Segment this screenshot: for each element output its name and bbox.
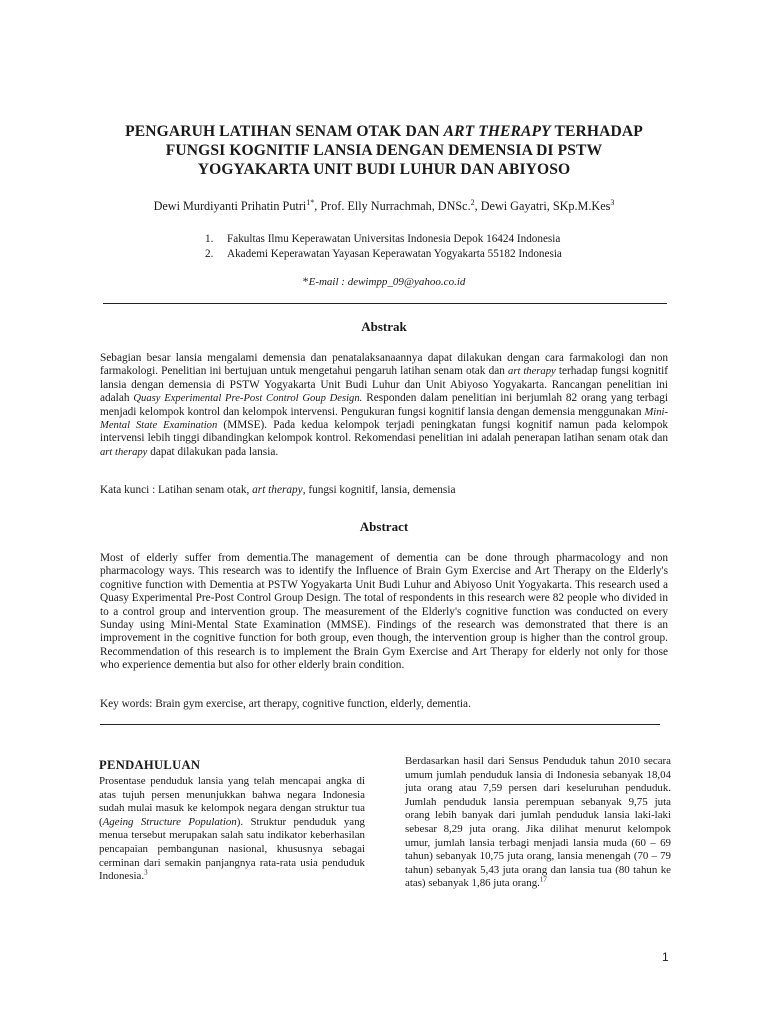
intro-right-column [405, 755, 671, 891]
affiliation-text: Akademi Keperawatan Yayasan Keperawatan Yogyakarta 55182 Indonesia [227, 248, 562, 260]
abstrak-text-2: terhadap fungsi kognitif lansia dengan demensia di PSTW Yogyakarta Unit Budi Luhur dan Unit Abiyoso Yogyakarta. Rancangan penelitian ini adalah [100, 365, 669, 405]
affiliation-item [205, 232, 562, 247]
abstrak-italic-4: art therapy [100, 446, 148, 458]
abstrak-italic-1: art therapy [508, 366, 556, 378]
author-list [80, 198, 688, 214]
intro-left-a: Prosentase penduduk lansia yang telah mencapai angka di atas tujuh persen menunjukkan bahwa negara Indonesia sudah mulai masuk ke kelompok negara dengan struktur tua ( [99, 775, 365, 828]
title-italic: ART THERAPY [443, 123, 551, 140]
abstrak-text-3: Responden dalam penelitian ini berjumlah 82 orang yang terbagi menjadi kelompok kontrol dan kelompok intervensi. Pengukuran fungsi kognitif lansia dengan demensia menggunakan [100, 392, 668, 418]
corresponding-email [0, 274, 768, 289]
author-affiliation-mark: 1* [306, 197, 315, 207]
abstrak-text-5: dapat dilakukan pada lansia. [147, 445, 279, 458]
affiliation-text: Fakultas Ilmu Keperawatan Universitas Indonesia Depok 16424 Indonesia [227, 233, 561, 245]
intro-left-citation: 3 [144, 868, 148, 877]
affiliation-list [205, 232, 562, 262]
author-affiliation-mark: 2 [470, 197, 475, 207]
intro-right-text: Berdasarkan hasil dari Sensus Penduduk tahun 2010 secara umum jumlah penduduk lansia di Indonesia sebanyak 18,04 juta orang atau 7,59 persen dari keseluruhan penduduk. Jumlah penduduk lansia perempuan sebanyak 9,75 juta orang lebih banyak dari jumlah penduduk lansia laki-laki sebesar 8,29 juta orang. Jika dilihat menurut kelompok umur, jumlah lansia terbagi menjadi lansia muda (60 – 69 tahun) sebanyak 10,75 juta orang, lansia menengah (70 – 79 tahun) sebanyak 5,43 juta orang dan lansia tua (80 tahun ke atas) sebanyak 1,86 juta orang. [405, 755, 671, 890]
header-divider [103, 303, 667, 304]
author-name: , Dewi Gayatri, SKp.M.Kes [474, 199, 611, 213]
intro-heading: PENDAHULUAN [99, 758, 201, 772]
intro-left-italic: Ageing Structure Population [102, 815, 237, 828]
affiliation-item [205, 247, 562, 262]
title-line3: YOGYAKARTA UNIT BUDI LUHUR DAN ABIYOSO [197, 161, 571, 178]
kata-kunci-b: , fungsi kognitif, lansia, demensia [302, 484, 456, 496]
abstrak-heading: Abstrak [361, 319, 407, 334]
kata-kunci [100, 483, 668, 497]
kata-kunci-a: Kata kunci : Latihan senam otak, [100, 484, 253, 496]
abstract-divider [100, 724, 660, 725]
abstract-heading: Abstract [359, 519, 409, 534]
intro-left-column [99, 758, 365, 884]
abstrak-italic-3: Mini-Mental State Examination [100, 406, 668, 432]
paper-title [88, 122, 680, 179]
corresponding-star: * [302, 274, 309, 288]
abstrak-text-1: Sebagian besar lansia mengalami demensia dan penatalaksanaannya dapat dilakukan dengan cara farmakologi dan non farmakologi. Penelitian ini bertujuan untuk mengetahui pengaruh latihan senam otak dan [100, 352, 668, 378]
abstrak-italic-2: Quasy Experimental Pre-Post Control Goup Design. [133, 393, 363, 405]
abstract-body: Most of elderly suffer from dementia.The management of dementia can be done through pharmacology and non pharmacology ways. This research was to identify the Influence of Brain Gym Exercise and Art Therapy on the Elderly's cognitive function with Dementia at PSTW Yogyakarta Unit Budi Luhur and Abiyoso Unit Yogyakarta. This research used a Quasy Experimental Pre-Post Control Group Design. The total of respondents in this research were 82 people who divided in to a control group and intervention group. The measurement of the Elderly's cognitive function was conducted on every Sunday using Mini-Mental State Examination (MMSE). Findings of the research was demonstrated that there is an improvement in the cognitive function for both group, even though, the intervention group is higher than the control group. Recommendation of this research is to implement the Brain Gym Exercise and Art Therapy for elderly not only for those who experience dementia but also for other elderly brain condition. [100, 552, 668, 672]
title-line2: FUNGSI KOGNITIF LANSIA DENGAN DEMENSIA DI PSTW [165, 142, 603, 159]
author-name: , Prof. Elly Nurrachmah, DNSc. [314, 199, 471, 213]
affiliation-number: 1. [205, 233, 214, 245]
page-number: 1 [662, 950, 669, 964]
intro-right-citation: 17 [539, 875, 547, 884]
intro-left-text [99, 775, 365, 884]
kata-kunci-italic: art therapy [252, 484, 303, 496]
key-words: Key words: Brain gym exercise, art therapy, cognitive function, elderly, dementia. [100, 698, 471, 710]
intro-left-b: ). Struktur penduduk yang menua tersebut merupakan salah satu indikator keberhasilan pencapaian pembangunan nasional, khususnya sebagai cerminan dari semakin panjangnya rata-rata usia penduduk Indonesia. [99, 815, 365, 883]
title-part2: TERHADAP [550, 123, 643, 140]
email-text: E-mail : dewimpp_09@yahoo.co.id [308, 276, 466, 288]
affiliation-number: 2. [205, 248, 214, 260]
abstrak-text-4: (MMSE). Pada kedua kelompok terjadi peningkatan fungsi kognitif namun pada kelompok intervensi lebih tinggi dibandingkan kelompok kontrol. Rekomendasi penelitian ini adalah penerapan latihan senam otak dan [100, 419, 668, 445]
title-part1: PENGARUH LATIHAN SENAM OTAK DAN [125, 123, 444, 140]
author-affiliation-mark: 3 [610, 197, 615, 207]
author-name: Dewi Murdiyanti Prihatin Putri [153, 199, 307, 213]
abstrak-body [100, 352, 668, 459]
